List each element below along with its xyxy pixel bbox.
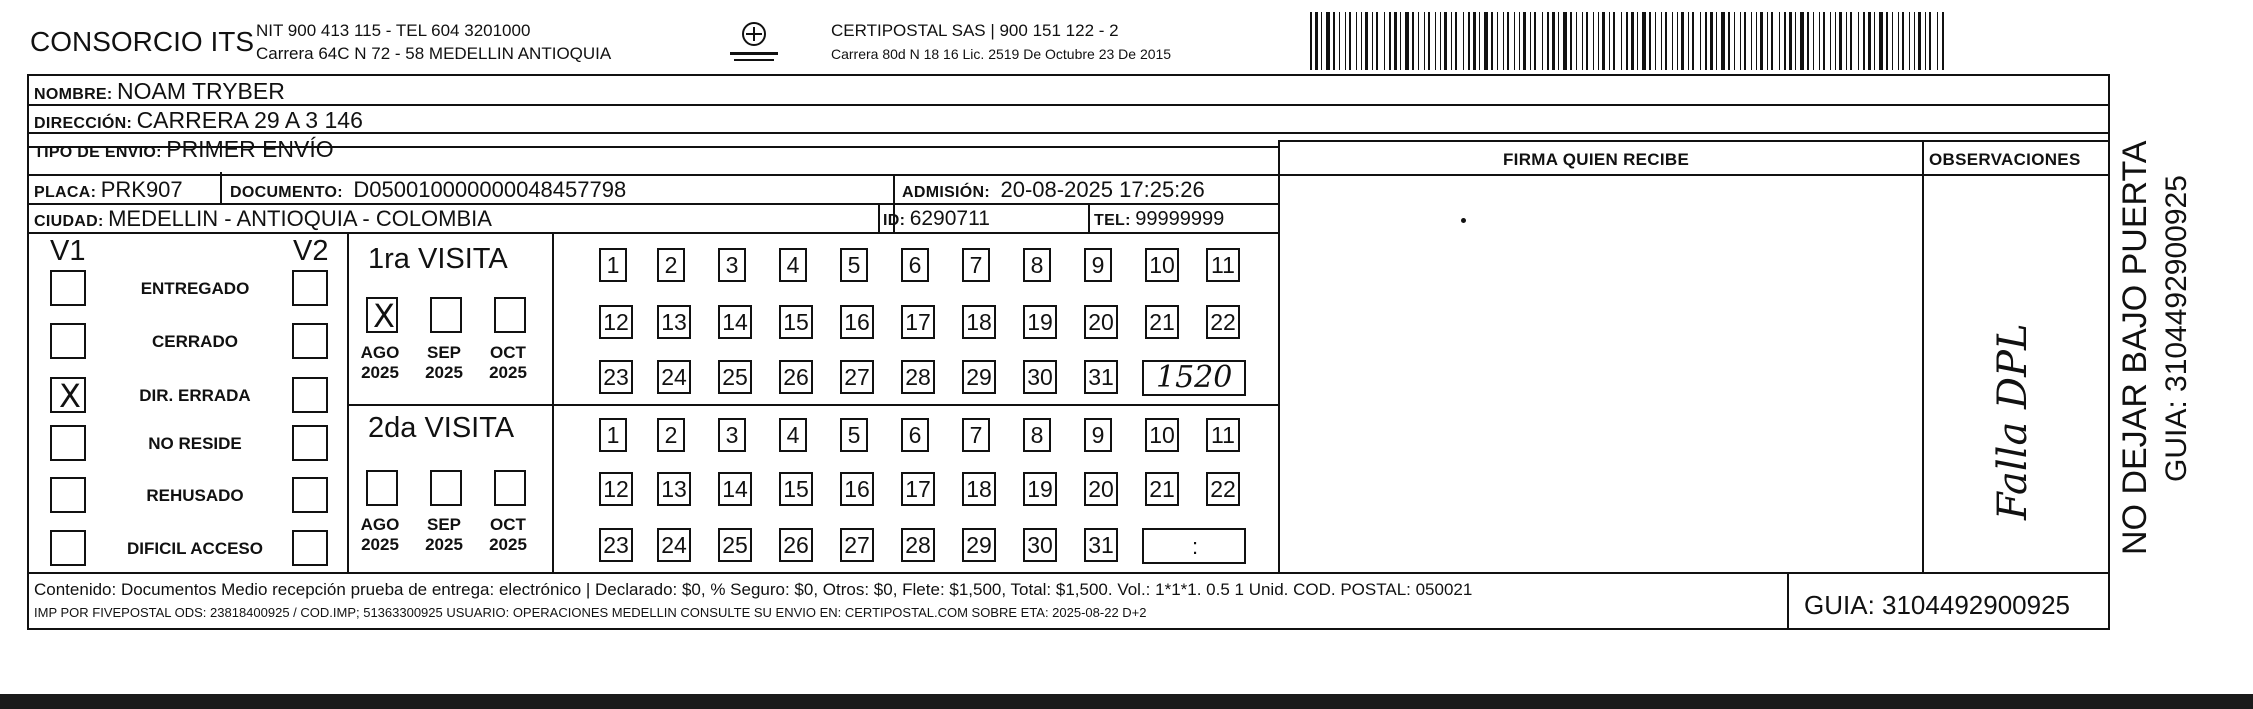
day-cell[interactable]: 25 bbox=[718, 360, 752, 394]
month-label bbox=[418, 515, 470, 554]
day-cell[interactable]: 9 bbox=[1084, 418, 1112, 452]
side-guia: GUIA: 3104492900925 bbox=[2160, 175, 2193, 482]
tipo-value: PRIMER ENVÍO bbox=[166, 136, 334, 162]
day-cell[interactable]: 19 bbox=[1023, 472, 1057, 506]
day-cell[interactable]: 24 bbox=[657, 528, 691, 562]
tel-field bbox=[1094, 209, 1224, 229]
day-cell[interactable]: 28 bbox=[901, 360, 935, 394]
day-cell[interactable]: 20 bbox=[1084, 472, 1118, 506]
status-label: DIFICIL ACCESO bbox=[126, 539, 263, 558]
day-cell[interactable]: 31 bbox=[1084, 528, 1118, 562]
day-cell[interactable]: 1 bbox=[599, 248, 627, 282]
tipo-label: TIPO DE ENVIO: bbox=[34, 144, 162, 161]
day-cell[interactable]: 5 bbox=[840, 418, 868, 452]
status-label: ENTREGADO bbox=[140, 279, 250, 298]
month-label bbox=[354, 515, 406, 554]
month-name: SEP bbox=[426, 343, 462, 362]
month-name: AGO bbox=[360, 343, 400, 362]
month-year: 2025 bbox=[425, 362, 463, 382]
day-cell[interactable]: 21 bbox=[1145, 472, 1179, 506]
day-cell[interactable]: 29 bbox=[962, 360, 996, 394]
day-cell[interactable]: 3 bbox=[718, 418, 746, 452]
barcode bbox=[1308, 12, 1948, 70]
month-name: AGO bbox=[360, 515, 400, 534]
month-checkbox[interactable] bbox=[430, 297, 462, 333]
day-cell[interactable]: 12 bbox=[599, 472, 633, 506]
nit-line: NIT 900 413 115 - TEL 604 3201000 bbox=[256, 21, 531, 40]
admision-label: ADMISIÓN: bbox=[902, 184, 991, 201]
day-cell[interactable]: 24 bbox=[657, 360, 691, 394]
day-cell[interactable]: 19 bbox=[1023, 305, 1057, 339]
v2-checkbox[interactable] bbox=[292, 270, 328, 306]
month-label bbox=[418, 343, 470, 382]
month-label bbox=[482, 515, 534, 554]
v1-checkbox[interactable] bbox=[50, 530, 86, 566]
month-year: 2025 bbox=[425, 534, 463, 554]
day-cell[interactable]: 8 bbox=[1023, 418, 1051, 452]
day-cell[interactable]: 2 bbox=[657, 418, 685, 452]
day-cell[interactable]: 21 bbox=[1145, 305, 1179, 339]
month-checkbox[interactable] bbox=[366, 470, 398, 506]
tel-label: TEL: bbox=[1094, 212, 1131, 229]
id-field bbox=[883, 208, 990, 229]
day-cell[interactable]: 22 bbox=[1206, 305, 1240, 339]
day-cell[interactable]: 7 bbox=[962, 248, 990, 282]
company-name: CONSORCIO ITS bbox=[30, 26, 255, 57]
handwritten-note: Falla DPL bbox=[1990, 323, 2036, 520]
day-cell[interactable]: 11 bbox=[1206, 418, 1240, 452]
nombre-field bbox=[34, 80, 285, 103]
day-cell[interactable]: 23 bbox=[599, 360, 633, 394]
day-cell[interactable]: 13 bbox=[657, 305, 691, 339]
day-cell[interactable]: 14 bbox=[718, 472, 752, 506]
v2-checkbox[interactable] bbox=[292, 323, 328, 359]
check-mark: X bbox=[59, 377, 81, 415]
direccion-field bbox=[34, 109, 363, 132]
documento-label: DOCUMENTO: bbox=[230, 184, 343, 201]
direccion-value: CARRERA 29 A 3 146 bbox=[136, 107, 363, 133]
day-cell[interactable]: 31 bbox=[1084, 360, 1118, 394]
no-dejar-text: NO DEJAR BAJO PUERTA bbox=[2116, 140, 2154, 555]
id-label: ID: bbox=[883, 212, 906, 229]
day-cell[interactable]: 17 bbox=[901, 305, 935, 339]
day-cell[interactable]: 1 bbox=[599, 418, 627, 452]
day-cell[interactable]: 13 bbox=[657, 472, 691, 506]
imp-line: IMP POR FIVEPOSTAL ODS: 23818400925 / COD.IMP; 51363300925 USUARIO: OPERACIONES MEDELLIN CONSULTE SU ENVIO EN: CERTIPOSTAL.COM SOBRE ETA: 2025-08-22 D+2 bbox=[34, 605, 1147, 620]
tipo-field bbox=[34, 138, 334, 161]
v1-checkbox[interactable] bbox=[50, 477, 86, 513]
month-year: 2025 bbox=[489, 534, 527, 554]
day-cell[interactable]: 10 bbox=[1145, 248, 1179, 282]
day-cell[interactable]: 4 bbox=[779, 418, 807, 452]
day-cell[interactable]: 25 bbox=[718, 528, 752, 562]
first-visit-time: 1520 bbox=[1156, 360, 1233, 395]
ciudad-label: CIUDAD: bbox=[34, 213, 104, 230]
day-cell[interactable]: 14 bbox=[718, 305, 752, 339]
placa-field bbox=[34, 179, 183, 201]
day-cell[interactable]: 8 bbox=[1023, 248, 1051, 282]
scan-edge bbox=[0, 694, 2253, 709]
month-checkbox[interactable] bbox=[366, 297, 398, 333]
day-cell[interactable]: 15 bbox=[779, 305, 813, 339]
check-mark: X bbox=[373, 297, 395, 335]
day-cell[interactable]: 2 bbox=[657, 248, 685, 282]
day-cell[interactable]: 17 bbox=[901, 472, 935, 506]
day-cell[interactable]: 18 bbox=[962, 305, 996, 339]
month-name: OCT bbox=[490, 343, 526, 362]
nombre-label: NOMBRE: bbox=[34, 86, 113, 103]
signature-dot bbox=[1461, 218, 1466, 223]
day-cell[interactable]: 20 bbox=[1084, 305, 1118, 339]
ciudad-field bbox=[34, 208, 492, 230]
day-cell[interactable]: 27 bbox=[840, 360, 874, 394]
day-cell[interactable]: 4 bbox=[779, 248, 807, 282]
status-label: DIR. ERRADA bbox=[139, 386, 251, 405]
second-visit-title: 2da VISITA bbox=[368, 412, 515, 444]
day-cell[interactable]: 26 bbox=[779, 360, 813, 394]
day-cell[interactable]: 16 bbox=[840, 472, 874, 506]
nombre-value: NOAM TRYBER bbox=[117, 78, 285, 104]
day-cell[interactable]: 28 bbox=[901, 528, 935, 562]
day-cell[interactable]: 30 bbox=[1023, 360, 1057, 394]
month-year: 2025 bbox=[361, 362, 399, 382]
day-cell[interactable]: 9 bbox=[1084, 248, 1112, 282]
month-checkbox[interactable] bbox=[494, 470, 526, 506]
observaciones-header: OBSERVACIONES bbox=[1929, 150, 2081, 169]
status-label: REHUSADO bbox=[146, 486, 244, 505]
placa-label: PLACA: bbox=[34, 184, 97, 201]
first-visit-title: 1ra VISITA bbox=[368, 243, 508, 275]
v1-checkbox[interactable] bbox=[50, 270, 86, 306]
v2-checkbox[interactable] bbox=[292, 425, 328, 461]
day-cell[interactable]: 18 bbox=[962, 472, 996, 506]
company-address: Carrera 64C N 72 - 58 MEDELLIN ANTIOQUIA bbox=[256, 44, 612, 63]
id-value: 6290711 bbox=[909, 207, 990, 230]
second-visit-time: : bbox=[1192, 534, 1199, 559]
status-label: CERRADO bbox=[152, 332, 238, 351]
admision-field bbox=[902, 179, 1205, 201]
day-cell[interactable]: 6 bbox=[901, 248, 929, 282]
month-label bbox=[354, 343, 406, 382]
firma-header: FIRMA QUIEN RECIBE bbox=[1503, 150, 1690, 169]
day-cell[interactable]: 7 bbox=[962, 418, 990, 452]
month-year: 2025 bbox=[361, 534, 399, 554]
day-cell[interactable]: 27 bbox=[840, 528, 874, 562]
certipostal-address: Carrera 80d N 18 16 Lic. 2519 De Octubre 23 De 2015 bbox=[831, 46, 1172, 62]
tel-value: 99999999 bbox=[1135, 208, 1225, 230]
month-checkbox[interactable] bbox=[494, 297, 526, 333]
day-cell[interactable]: 30 bbox=[1023, 528, 1057, 562]
admision-value: 20-08-2025 17:25:26 bbox=[1000, 177, 1205, 202]
month-year: 2025 bbox=[489, 362, 527, 382]
v1-checkbox[interactable] bbox=[50, 377, 86, 413]
v1-header: V1 bbox=[50, 235, 86, 267]
direccion-label: DIRECCIÓN: bbox=[34, 115, 133, 132]
day-cell[interactable]: 16 bbox=[840, 305, 874, 339]
ciudad-value: MEDELLIN - ANTIOQUIA - COLOMBIA bbox=[108, 206, 492, 231]
month-name: SEP bbox=[426, 515, 462, 534]
placa-value: PRK907 bbox=[100, 177, 183, 202]
day-cell[interactable]: 23 bbox=[599, 528, 633, 562]
month-checkbox[interactable] bbox=[430, 470, 462, 506]
v2-checkbox[interactable] bbox=[292, 477, 328, 513]
contenido-line: Contenido: Documentos Medio recepción prueba de entrega: electrónico | Declarado: $0, % Seguro: $0, Otros: $0, Flete: $1,500, Total: $1,500. Vol.: 1*1*1. 0.5 1 Unid. COD. POSTAL: 050021 bbox=[34, 580, 1473, 599]
first-visit-time-box[interactable] bbox=[1142, 360, 1246, 396]
day-cell[interactable]: 15 bbox=[779, 472, 813, 506]
day-cell[interactable]: 6 bbox=[901, 418, 929, 452]
certipostal-logo bbox=[726, 18, 782, 66]
v2-checkbox[interactable] bbox=[292, 377, 328, 413]
second-visit-time-box[interactable] bbox=[1142, 528, 1246, 564]
documento-value: D050010000000048457798 bbox=[353, 177, 627, 202]
day-cell[interactable]: 3 bbox=[718, 248, 746, 282]
v2-header: V2 bbox=[293, 235, 329, 267]
day-cell[interactable]: 29 bbox=[962, 528, 996, 562]
day-cell[interactable]: 26 bbox=[779, 528, 813, 562]
v1-checkbox[interactable] bbox=[50, 425, 86, 461]
day-cell[interactable]: 22 bbox=[1206, 472, 1240, 506]
status-label: NO RESIDE bbox=[148, 434, 242, 453]
month-label bbox=[482, 343, 534, 382]
day-cell[interactable]: 11 bbox=[1206, 248, 1240, 282]
day-cell[interactable]: 12 bbox=[599, 305, 633, 339]
documento-field bbox=[230, 179, 626, 201]
footer-guia: GUIA: 3104492900925 bbox=[1804, 590, 2070, 620]
month-name: OCT bbox=[490, 515, 526, 534]
certipostal-name: CERTIPOSTAL SAS | 900 151 122 - 2 bbox=[831, 21, 1119, 40]
v2-checkbox[interactable] bbox=[292, 530, 328, 566]
day-cell[interactable]: 10 bbox=[1145, 418, 1179, 452]
day-cell[interactable]: 5 bbox=[840, 248, 868, 282]
v1-checkbox[interactable] bbox=[50, 323, 86, 359]
